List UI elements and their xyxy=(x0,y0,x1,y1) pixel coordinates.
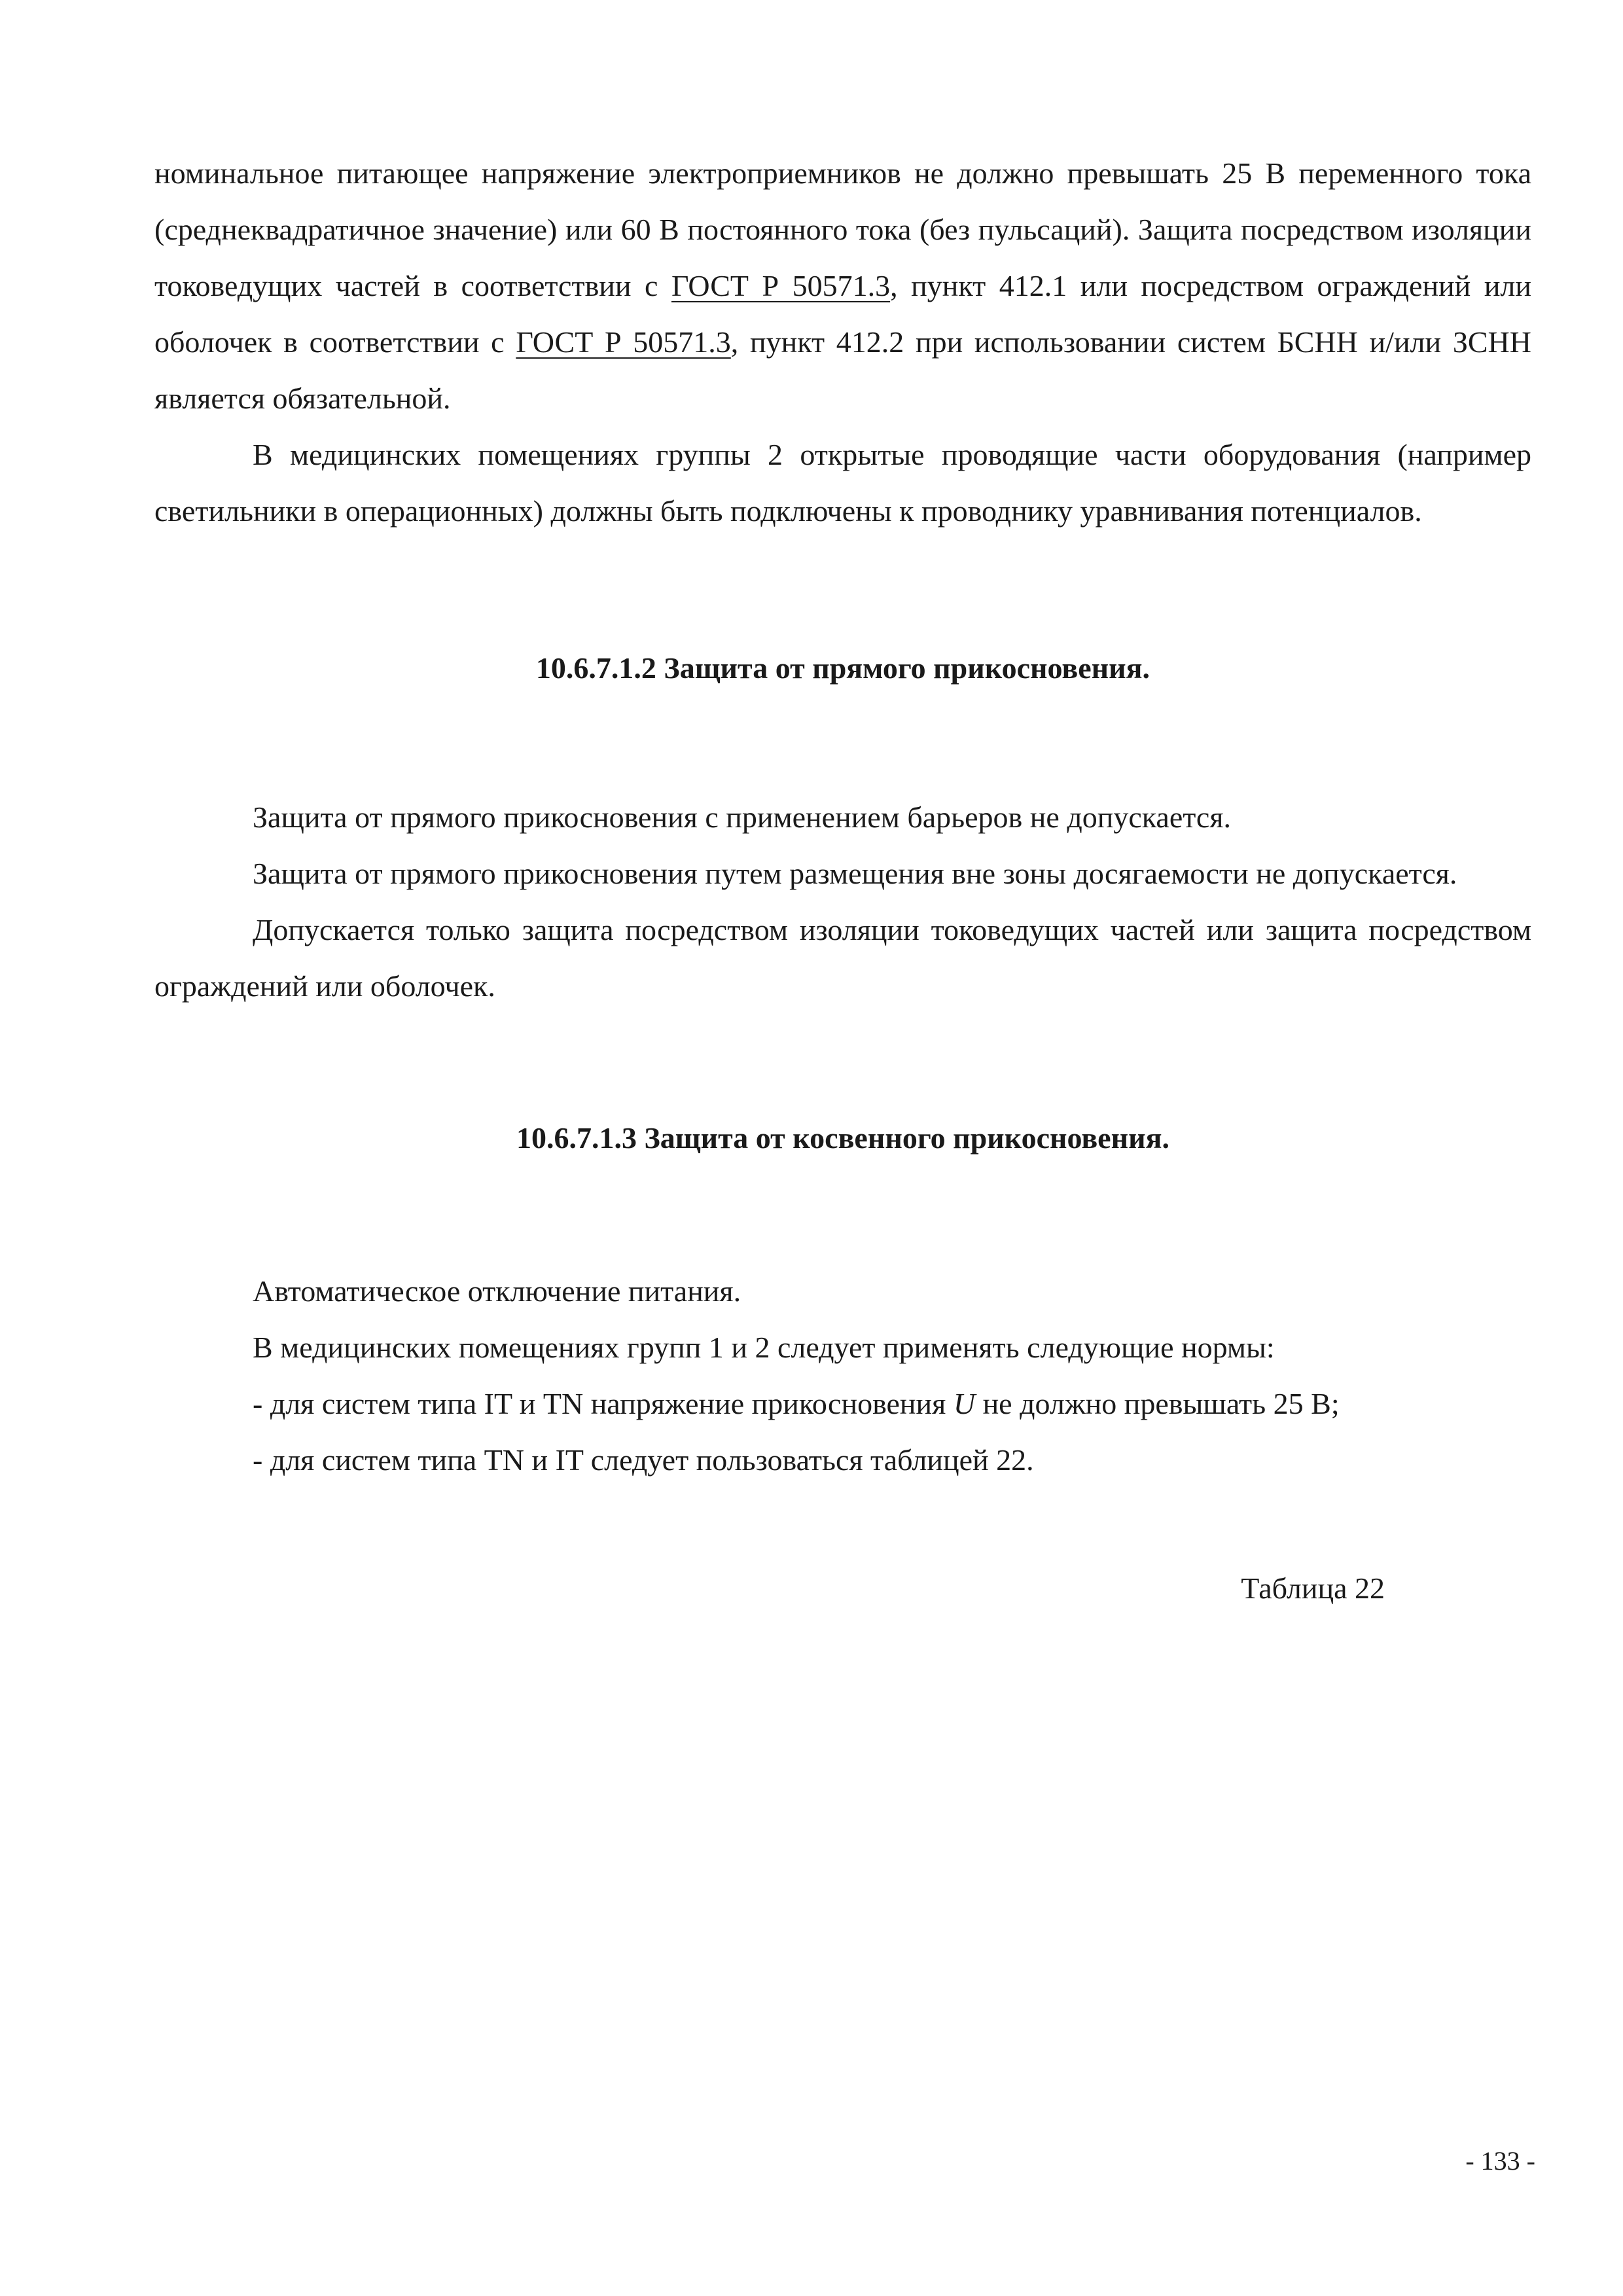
paragraph-insulation-allowed: Допускается только защита посредством изоляции токоведущих частей или защита посредством ограждений или оболочек. xyxy=(154,913,1531,1003)
intro-text-2: , пункт 412.1 или посредством ограждений или оболочек в соответствии с xyxy=(154,269,1532,359)
table-caption: Таблица 22 xyxy=(1241,1571,1385,1605)
gost-link-1[interactable]: ГОСТ Р 50571.3 xyxy=(671,269,891,302)
gost-link-2[interactable]: ГОСТ Р 50571.3 xyxy=(516,325,731,359)
page-number: - 133 - xyxy=(1465,2146,1535,2176)
paragraph-out-of-reach: Защита от прямого прикосновения путем размещения вне зоны досягаемости не допускается. xyxy=(253,857,1457,890)
list-item-text-1: - для систем типа IT и TN напряжение прикосновения xyxy=(253,1387,954,1420)
document-page xyxy=(154,145,1531,1617)
intro-text-1: номинальное питающее напряжение электроприемников не должно превышать 25 В переменного тока (среднеквадратичное значение) или 60 В постоянного тока (без пульсаций). Защита посредством изоляции токоведущих частей в соответствии с xyxy=(154,156,1531,302)
voltage-symbol: U xyxy=(953,1387,976,1420)
intro-paragraph-group2: В медицинских помещениях группы 2 открытые проводящие части оборудования (например светильники в операционных) должны быть подключены к проводнику уравнивания потенциалов. xyxy=(154,438,1531,528)
list-item-it-tn xyxy=(154,1376,1531,1432)
intro-paragraph-voltage xyxy=(154,145,1531,427)
paragraph-norms: В медицинских помещениях групп 1 и 2 следует применять следующие нормы: xyxy=(253,1331,1275,1364)
section-heading-indirect-contact: 10.6.7.1.3 Защита от косвенного прикосновения. xyxy=(516,1121,1169,1155)
intro-text-3: , пункт 412.2 при использовании систем БСНН и/или ЗСНН является обязательной. xyxy=(154,325,1531,415)
list-item-text-2: не должно превышать 25 В; xyxy=(975,1387,1340,1420)
paragraph-barriers: Защита от прямого прикосновения с применением барьеров не допускается. xyxy=(253,800,1231,834)
list-item-tn-it: - для систем типа TN и IT следует пользоваться таблицей 22. xyxy=(253,1443,1034,1477)
section-heading-direct-contact: 10.6.7.1.2 Защита от прямого прикосновения. xyxy=(535,651,1150,685)
paragraph-auto-disconnect: Автоматическое отключение питания. xyxy=(253,1274,741,1308)
